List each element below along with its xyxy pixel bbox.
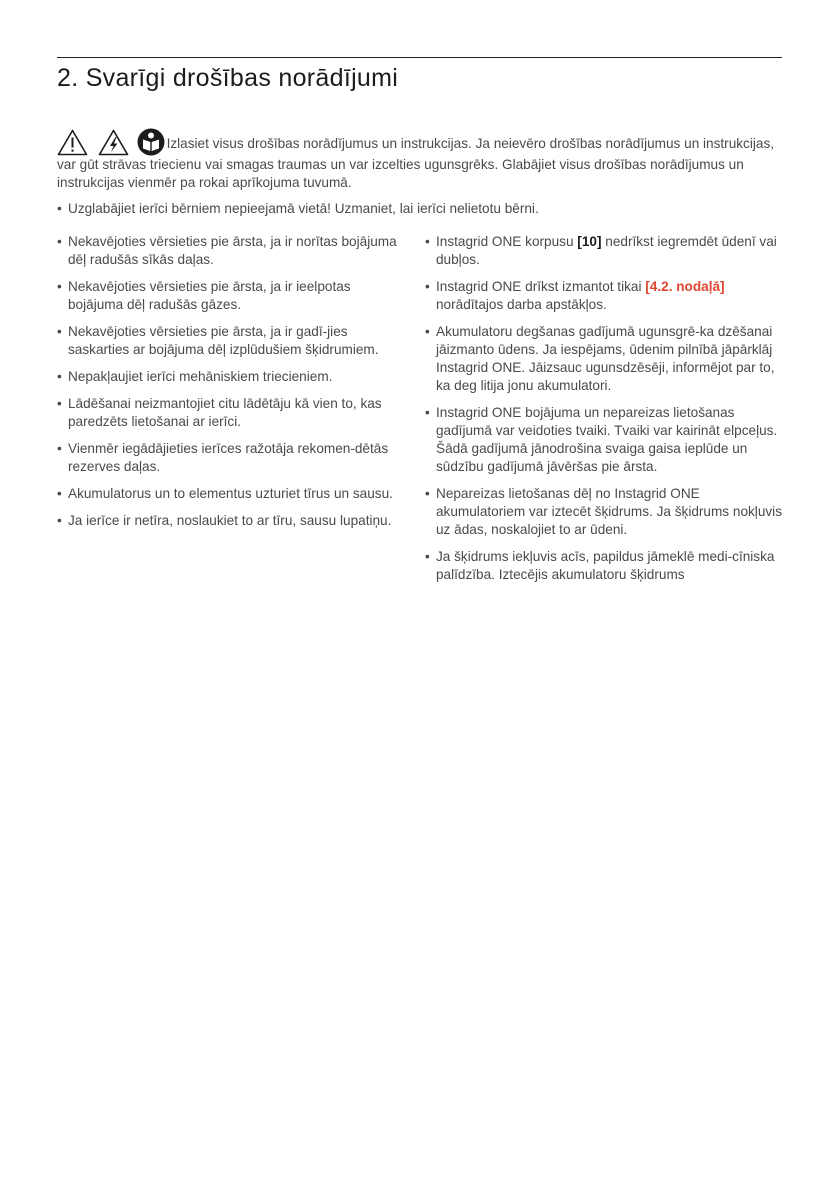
list-item: • Instagrid ONE korpusu [10] nedrīkst iegremdēt ūdenī vai dubļos. (425, 234, 777, 267)
safety-icons (57, 128, 165, 156)
list-item: • Nekavējoties vērsieties pie ārsta, ja ir ieelpotas bojājuma dēļ radušās gāzes. (57, 279, 351, 312)
section-title: 2. Svarīgi drošības norādījumi (57, 64, 399, 92)
electric-shock-warning-icon (98, 129, 129, 156)
bullet-symbol: • (57, 201, 62, 216)
read-manual-icon (137, 128, 165, 156)
list-item: • Akumulatoru degšanas gadījumā ugunsgrē-ka dzēšanai jāizmanto ūdens. Ja iespējams, ūdenim pilnībā jāpārklāj Instagrid ONE. Jāizsauc ugunsdzēsēji, informējot par to, ka deg litija jonu akumulatori. (425, 324, 775, 393)
section-reference-link[interactable]: [4.2. nodaļā] (645, 279, 725, 294)
list-item: • Vienmēr iegādājieties ierīces ražotāja rekomen-dētās rezerves daļas. (57, 441, 389, 474)
right-column-list (425, 233, 785, 593)
intro-paragraph (57, 128, 782, 192)
list-item: • Akumulatorus un to elementus uzturiet tīrus un sausu. (57, 486, 393, 501)
list-item: • Instagrid ONE drīkst izmantot tikai [4.2. nodaļā] norādītajos darba apstākļos. (425, 279, 725, 312)
list-item: • Ja ierīce ir netīra, noslaukiet to ar tīru, sausu lupatiņu. (57, 513, 392, 528)
intro-text: Izlasiet visus drošības norādījumus un instrukcijas. Ja neievēro drošības norādījumus un instrukcijas, var gūt strāvas triecienu vai smagas traumas un var izcelties ugunsgrēks. Glabājiet visus drošības norādījumus un instrukcijas vienmēr pa rokai aprīkojuma tuvumā. (57, 136, 775, 190)
list-item: • Nepakļaujiet ierīci mehāniskiem triecieniem. (57, 369, 333, 384)
list-item: • Instagrid ONE bojājuma un nepareizas lietošanas gadījumā var veidoties tvaiki. Tvaiki var kairināt elpceļus. Šādā gadījumā jānodrošina svaiga gaisa ieplūde un sūdzību gadījumā jāvēršas pie ārsta. (425, 405, 778, 474)
warning-triangle-icon (57, 129, 88, 156)
list-item: • Lādēšanai neizmantojiet citu lādētāju kā vien to, kas paredzēts lietošanai ar ierīci. (57, 396, 382, 429)
reference-10[interactable]: [10] (577, 234, 602, 249)
list-item: • Ja šķidrums iekļuvis acīs, papildus jāmeklē medi-cīniska palīdzība. Iztecējis akumulatoru šķidrums (425, 549, 775, 582)
list-item: • Nekavējoties vērsieties pie ārsta, ja ir gadī-jies saskarties ar bojājuma dēļ izplūdušiem šķidrumiem. (57, 324, 379, 357)
top-divider (57, 57, 782, 58)
left-column-list (57, 233, 403, 539)
intro-bullet-text: Uzglabājiet ierīci bērniem nepieejamā vietā! Uzmaniet, lai ierīci nelietotu bērni. (68, 201, 539, 216)
list-item: • Nekavējoties vērsieties pie ārsta, ja ir norītas bojājuma dēļ radušās sīkās daļas. (57, 234, 397, 267)
list-item: • Nepareizas lietošanas dēļ no Instagrid ONE akumulatoriem var iztecēt šķidrums. Ja šķidrums nokļuvis uz ādas, noskalojiet to ar ūdeni. (425, 486, 782, 537)
intro-bullet (57, 200, 782, 218)
